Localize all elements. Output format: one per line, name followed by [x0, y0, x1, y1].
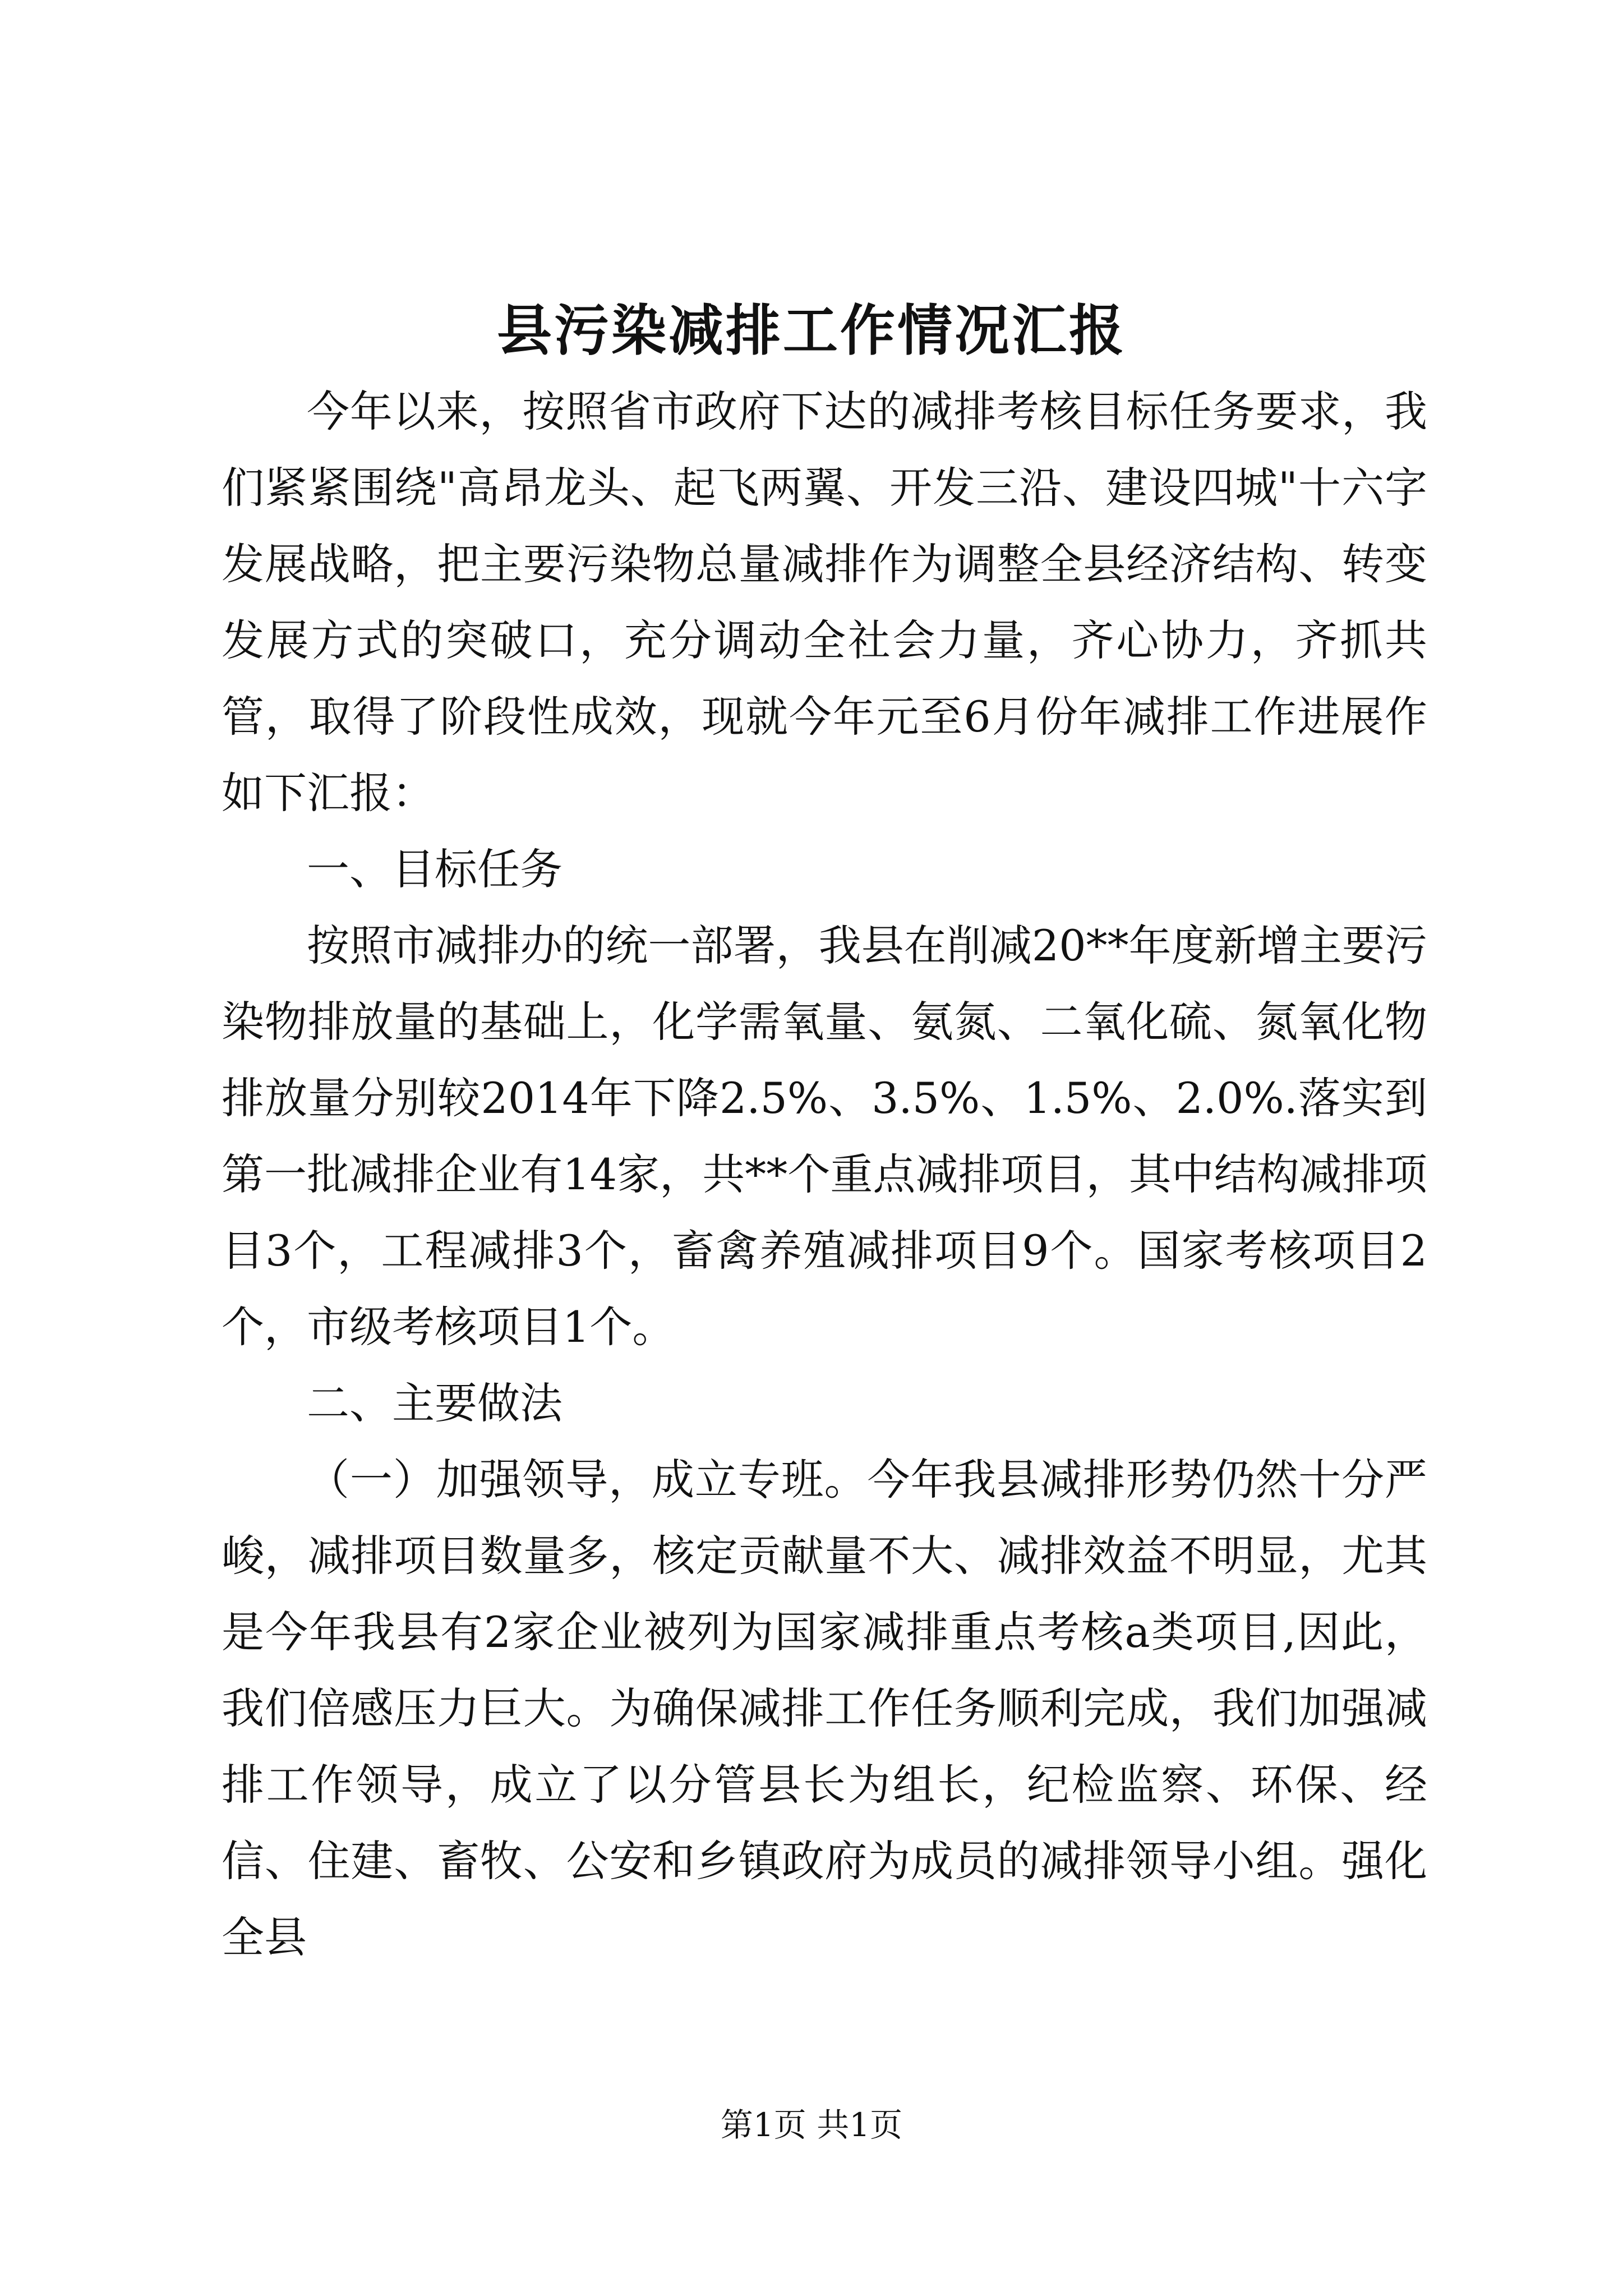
- section-heading-measures: 二、主要做法: [307, 1378, 562, 1428]
- page-title: 县污染减排工作情况汇报: [496, 298, 1126, 363]
- paragraph-intro: 今年以来，按照省市政府下达的减排考核目标任务要求，我们紧紧围绕"高昂龙头、起飞两翼、开发三沿、建设四城"十六字发展战略，把主要污染物总量减排作为调整全县经济结构、转变发展方式的突破口，充分调动全社会力量，齐心协力，齐抓共管，取得了阶段性成效，现就今年元至6月份年减排工作进展作如下汇报：: [222, 386, 1427, 818]
- paragraph-measures: （一）加强领导，成立专班。今年我县减排形势仍然十分严峻，减排项目数量多，核定贡献量不大、减排效益不明显，尤其是今年我县有2家企业被列为国家减排重点考核a类项目,因此，我们倍感压力巨大。为确保减排工作任务顺利完成，我们加强减排工作领导，成立了以分管县长为组长，纪检监察、环保、经信、住建、畜牧、公安和乡镇政府为成员的减排领导小组。强化全县: [222, 1455, 1427, 1962]
- document-body: [222, 374, 1427, 1976]
- section-heading-targets: 一、目标任务: [307, 844, 562, 894]
- page-footer: 第1页 共1页: [720, 2106, 903, 2144]
- paragraph-targets: 按照市减排办的统一部署，我县在削减20**年度新增主要污染物排放量的基础上，化学需氧量、氨氮、二氧化硫、氮氧化物排放量分别较2014年下降2.5%、3.5%、1.5%、2.0%.落实到第一批减排企业有14家，共**个重点减排项目，其中结构减排项目3个，工程减排3个，畜禽养殖减排项目9个。国家考核项目2个，市级考核项目1个。: [222, 921, 1427, 1352]
